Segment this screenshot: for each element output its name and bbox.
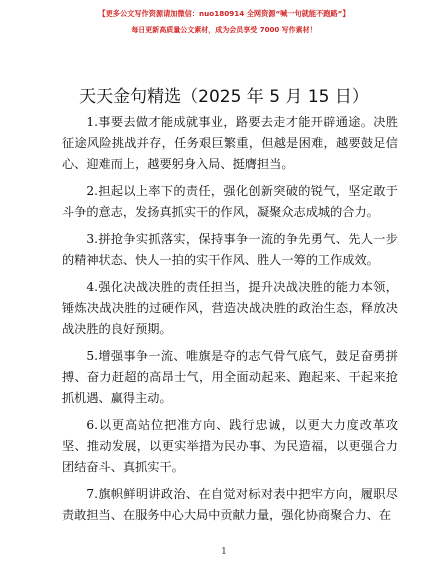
paragraph-1: 1.事要去做才能成就事业，路要去走才能开辟通途。决胜征途风险挑战并存，任务艰巨繁重，但越是困难，越要鼓足信心、迎难而上，越要躬身入局、挺膺担当。: [62, 115, 398, 171]
promo-banner-line2: 每日更新高质量公文素材，成为会员享受 7000 写作素材！: [131, 26, 317, 34]
promo-banner-line1: 【更多公文写作资源请加微信：nuo180914 全网资源“喊一句就能不跑路”】: [98, 9, 350, 18]
paragraph-6: 6.以更高站位把准方向、践行忠诚，以更大力度改革攻坚、推动发展，以更实举措为民办事、为民造福，以更强合力团结奋斗、真抓实干。: [62, 418, 398, 474]
document-title: 天天金句精选（2025 年 5 月 15 日）: [79, 87, 369, 107]
document-body: [62, 112, 398, 532]
promo-banner: [0, 6, 448, 38]
paragraph-5: 5.增强事争一流、唯旗是夺的志气骨气底气，鼓足奋勇拼搏、奋力赶超的高昂士气，用全面动起来、跑起来、干起来抢抓机遇、赢得主动。: [62, 349, 398, 405]
paragraph-2: 2.担起以上率下的责任，强化创新突破的锐气，坚定敢于斗争的意志，发扬真抓实干的作风，凝聚众志成城的合力。: [62, 184, 398, 219]
page-number: 1: [221, 547, 227, 557]
paragraph-7: 7.旗帜鲜明讲政治、在自觉对标对表中把牢方向，履职尽责敢担当、在服务中心大局中贡献力量，强化协商聚合力、在: [62, 487, 398, 522]
paragraph-4: 4.强化决战决胜的责任担当，提升决战决胜的能力本领，锤炼决战决胜的过硬作风，营造决战决胜的政治生态，释放决战决胜的良好预期。: [62, 280, 398, 336]
paragraph-3: 3.拼抢争实抓落实，保持事争一流的争先勇气、先人一步的精神状态、快人一拍的实干作风、胜人一筹的工作成效。: [62, 232, 398, 267]
